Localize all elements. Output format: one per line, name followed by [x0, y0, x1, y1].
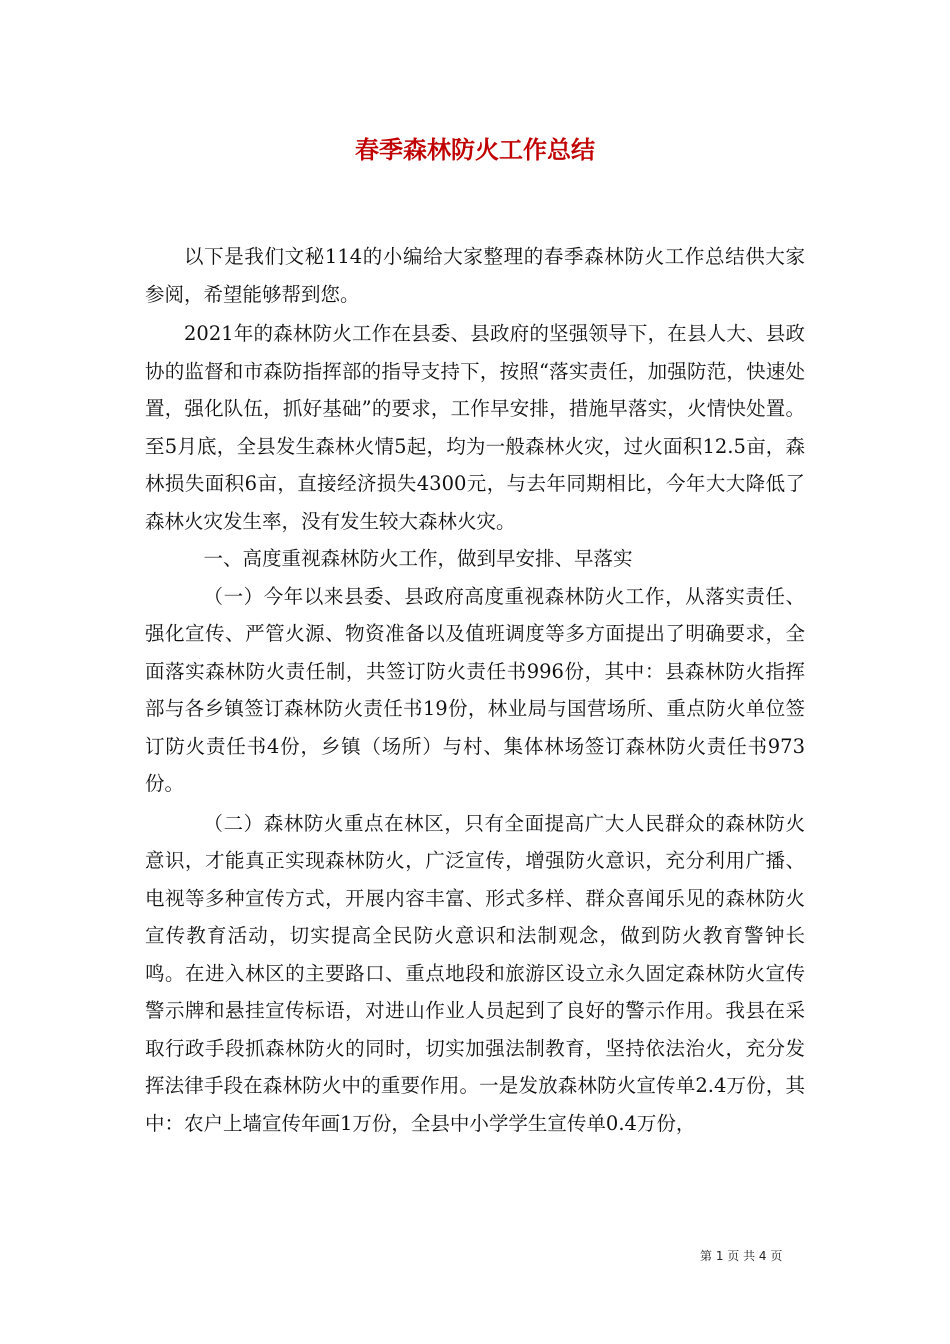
summary-paragraph: 2021年的森林防火工作在县委、县政府的坚强领导下，在县人大、县政协的监督和市森防指挥部的指导支持下，按照“落实责任，加强防范，快速处置，强化队伍，抓好基础”的要求，工作早安排，措施早落实，火情快处置。至5月底，全县发生森林火情5起，均为一般森林火灾，过火面积12.5亩，森林损失面积6亩，直接经济损失4300元，与去年同期相比，今年大大降低了森林火灾发生率，没有发生较大森林火灾。: [145, 322, 805, 533]
intro-paragraph: 以下是我们文秘114的小编给大家整理的春季森林防火工作总结供大家参阅，希望能够帮到您。: [145, 245, 805, 306]
document-body: [145, 238, 805, 1142]
document-title: 春季森林防火工作总结: [355, 135, 595, 164]
section-heading-one: 一、高度重视森林防火工作，做到早安排、早落实: [203, 547, 633, 570]
subsection-one-paragraph: （一）今年以来县委、县政府高度重视森林防火工作，从落实责任、强化宣传、严管火源、物资准备以及值班调度等多方面提出了明确要求，全面落实森林防火责任制，共签订防火责任书996份，其中：县森林防火指挥部与各乡镇签订森林防火责任书19份，林业局与国营场所、重点防火单位签订防火责任书4份，乡镇（场所）与村、集体林场签订森林防火责任书973份。: [145, 584, 805, 795]
page-number-footer: 第 1 页 共 4 页: [700, 1249, 783, 1263]
subsection-two-paragraph: （二）森林防火重点在林区，只有全面提高广大人民群众的森林防火意识，才能真正实现森林防火，广泛宣传，增强防火意识，充分利用广播、电视等多种宣传方式，开展内容丰富、形式多样、群众喜闻乐见的森林防火宣传教育活动，切实提高全民防火意识和法制观念，做到防火教育警钟长鸣。在进入林区的主要路口、重点地段和旅游区设立永久固定森林防火宣传警示牌和悬挂宣传标语，对进山作业人员起到了良好的警示作用。我县在采取行政手段抓森林防火的同时，切实加强法制教育，坚持依法治火，充分发挥法律手段在森林防火中的重要作用。一是发放森林防火宣传单2.4万份，其中：农户上墙宣传年画1万份，全县中小学学生宣传单0.4万份，: [145, 811, 805, 1135]
